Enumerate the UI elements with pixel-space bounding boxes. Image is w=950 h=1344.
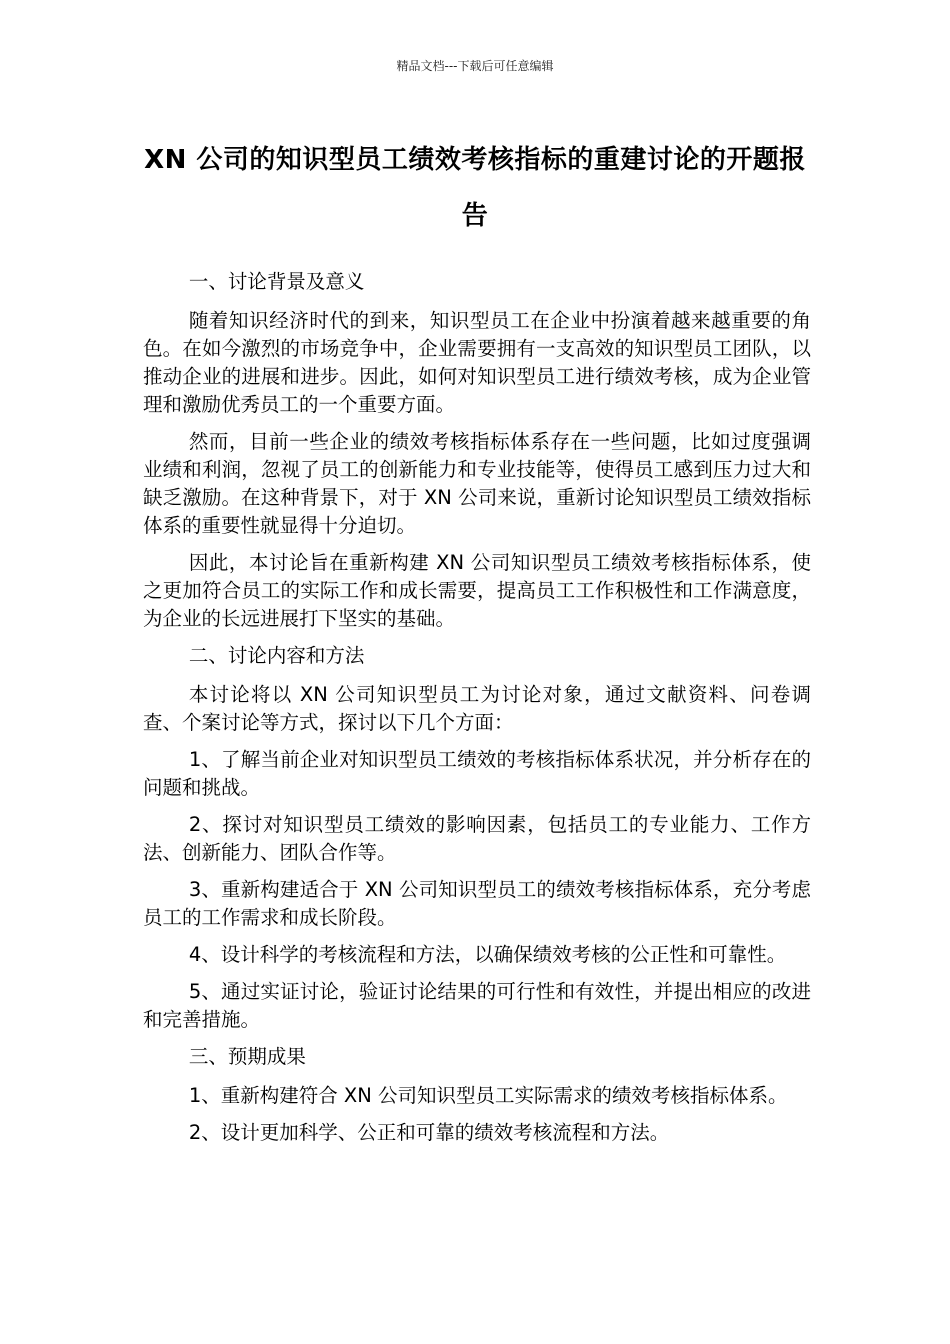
document-body — [143, 268, 811, 1156]
body-paragraph: 随着知识经济时代的到来，知识型员工在企业中扮演着越来越重要的角色。在如今激烈的市场竞争中，企业需要拥有一支高效的知识型员工团队，以推动企业的进展和进步。因此，如何对知识型员工进行绩效考核，成为企业管理和激励优秀员工的一个重要方面。 — [143, 309, 811, 416]
numbered-item: 1、重新构建符合 XN 公司知识型员工实际需求的绩效考核指标体系。 — [188, 1084, 788, 1107]
numbered-item: 2、探讨对知识型员工绩效的影响因素，包括员工的专业能力、工作方法、创新能力、团队合作等。 — [143, 813, 811, 864]
section-heading-content-methods: 二、讨论内容和方法 — [188, 644, 365, 667]
section-heading-expected-results: 三、预期成果 — [188, 1045, 306, 1068]
section-heading-background: 一、讨论背景及意义 — [188, 270, 365, 293]
header-note: 精品文档---下载后可任意编辑 — [396, 59, 554, 73]
numbered-item: 3、重新构建适合于 XN 公司知识型员工的绩效考核指标体系，充分考虑员工的工作需求和成长阶段。 — [143, 878, 811, 929]
body-paragraph: 然而，目前一些企业的绩效考核指标体系存在一些问题，比如过度强调业绩和利润，忽视了员工的创新能力和专业技能等，使得员工感到压力过大和缺乏激励。在这种背景下，对于 XN 公司来说，重新讨论知识型员工绩效指标体系的重要性就显得十分迫切。 — [143, 430, 811, 537]
numbered-item: 1、了解当前企业对知识型员工绩效的考核指标体系状况，并分析存在的问题和挑战。 — [143, 748, 811, 799]
numbered-item: 2、设计更加科学、公正和可靠的绩效考核流程和方法。 — [188, 1121, 670, 1144]
numbered-item: 4、设计科学的考核流程和方法，以确保绩效考核的公正性和可靠性。 — [188, 943, 787, 966]
body-paragraph: 本讨论将以 XN 公司知识型员工为讨论对象，通过文献资料、问卷调查、个案讨论等方式，探讨以下几个方面： — [143, 683, 811, 734]
document-title: XN 公司的知识型员工绩效考核指标的重建讨论的开题报告 — [144, 145, 806, 231]
numbered-item: 5、通过实证讨论，验证讨论结果的可行性和有效性，并提出相应的改进和完善措施。 — [143, 980, 811, 1031]
body-paragraph: 因此，本讨论旨在重新构建 XN 公司知识型员工绩效考核指标体系，使之更加符合员工的实际工作和成长需要，提高员工工作积极性和工作满意度，为企业的长远进展打下坚实的基础。 — [143, 551, 811, 630]
